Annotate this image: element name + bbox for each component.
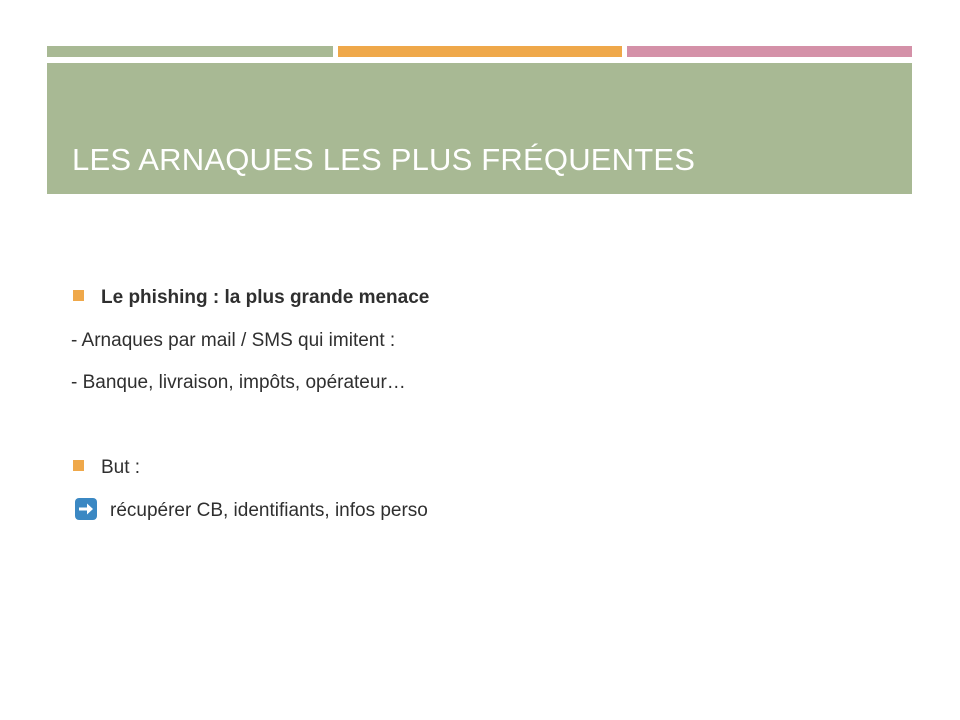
- accent-bar-green: [47, 46, 333, 57]
- accent-bar-orange: [338, 46, 622, 57]
- body-line-2: - Banque, livraison, impôts, opérateur…: [71, 372, 406, 393]
- arrow-line-text: récupérer CB, identifiants, infos perso: [110, 500, 428, 521]
- square-bullet-icon: [73, 460, 84, 471]
- bullet-item-phishing: [73, 286, 429, 310]
- body-line-1: - Arnaques par mail / SMS qui imitent :: [71, 330, 396, 351]
- accent-bar-pink: [627, 46, 912, 57]
- square-bullet-icon: [73, 290, 84, 301]
- bullet-text: But :: [101, 457, 141, 478]
- title-band: [47, 63, 912, 194]
- bullet-item-goal: [73, 456, 140, 480]
- arrow-line: [75, 498, 428, 523]
- slide-title: LES ARNAQUES LES PLUS FRÉQUENTES: [72, 142, 696, 177]
- right-arrow-icon: [75, 498, 97, 520]
- bullet-text: Le phishing : la plus grande menace: [101, 287, 430, 308]
